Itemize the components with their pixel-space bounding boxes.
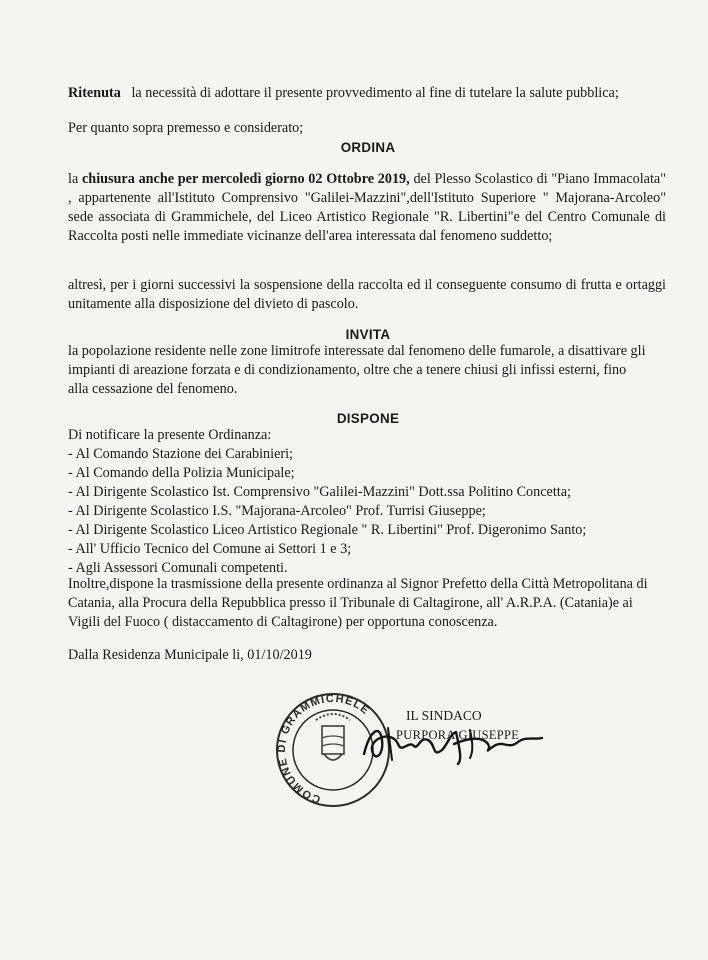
ritenuta-paragraph [68, 84, 668, 103]
signature-block [270, 690, 610, 806]
inoltre-paragraph: Inoltre,dispone la trasmissione della presente ordinanza al Signor Prefetto della Città Metropolitana di Catania, alla Procura della Repubblica presso il Tribunale di Caltagirone, all' A.R.P.A. (Catania)e ai Vigili del Fuoco ( distaccamento di Caltagirone) per opportuna conoscenza. [68, 576, 648, 630]
invita-heading: INVITA [345, 327, 391, 342]
dispone-heading: DISPONE [336, 411, 400, 426]
list-item: - Agli Assessori Comunali competenti. [68, 560, 288, 576]
list-item: - Al Comando della Polizia Municipale; [68, 465, 295, 481]
sindaco-name: PURPORA GIUSEPPE [396, 728, 520, 742]
date-line: Dalla Residenza Municipale li, 01/10/2019 [68, 647, 312, 663]
ordina-paragraph-2: altresì, per i giorni successivi la sospensione della raccolta ed il conseguente consumo di frutta e ortaggi unitamente alla disposizione del divieto di pascolo. [68, 277, 666, 312]
ritenuta-text: la necessità di adottare il presente provvedimento al fine di tutelare la salute pubblica; [131, 85, 619, 101]
ordina-heading: ORDINA [340, 140, 396, 155]
list-item: - Al Dirigente Scolastico Ist. Comprensivo "Galilei-Mazzini" Dott.ssa Politino Concetta; [68, 484, 571, 500]
sindaco-title: IL SINDACO [406, 708, 482, 723]
invita-paragraph: la popolazione residente nelle zone limitrofe interessate dal fenomeno delle fumarole, a disattivare gli impianti di areazione forzata e di condizionamento, oltre che a tenere chiusi gli infissi esterni, fino alla cessazione del fenomeno. [68, 343, 646, 397]
handwritten-signature-icon [358, 710, 548, 770]
seal-text: COMUNE DI GRAMMICHELE [275, 692, 372, 806]
dispone-intro: Di notificare la presente Ordinanza: [68, 427, 272, 443]
list-item: - Al Dirigente Scolastico Liceo Artistico Regionale " R. Libertini" Prof. Digeronimo Santo; [68, 522, 587, 538]
ordina-paragraph-1 [68, 170, 666, 246]
ritenuta-label: Ritenuta [68, 85, 121, 101]
list-item: - Al Dirigente Scolastico I.S. "Majorana-Arcoleo" Prof. Turrisi Giuseppe; [68, 503, 486, 519]
notification-list [68, 445, 586, 578]
ordina-p1-pre: la [68, 171, 82, 187]
ordina-p1-rest: del Plesso Scolastico di "Piano Immacolata" , appartenente all'Istituto Comprensivo "Galilei-Mazzini",dell'Istituto Superiore " Majorana-Arcoleo" sede associata di Grammichele, del Liceo Artistico Regionale "R. Libertini"e del Centro Comunale di Raccolta posti nelle immediate vicinanze dell'area interessata dal fenomeno suddetto; [68, 171, 666, 244]
ordina-p1-bold: chiusura anche per mercoledì giorno 02 Ottobre 2019, [82, 171, 410, 187]
list-item: - All' Ufficio Tecnico del Comune ai Settori 1 e 3; [68, 541, 352, 557]
list-item: - Al Comando Stazione dei Carabinieri; [68, 446, 293, 462]
premesso-line: Per quanto sopra premesso e considerato; [68, 120, 304, 136]
